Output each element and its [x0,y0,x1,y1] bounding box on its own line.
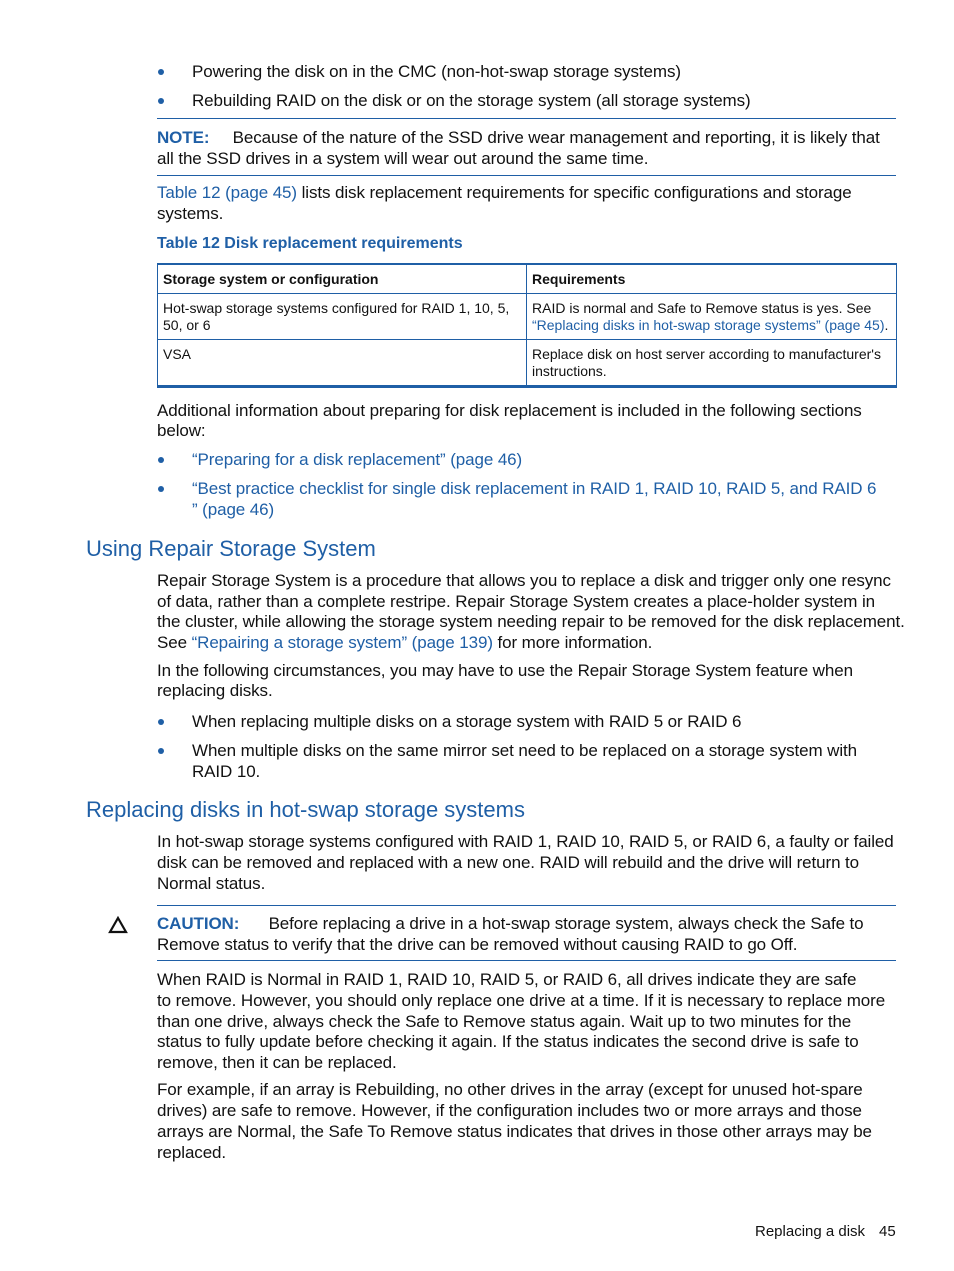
best-practice-link-line-1[interactable]: “Best practice checklist for single disk replacement in RAID 1, RAID 10, RAID 5, and RAID 6 [192,479,877,498]
table-ref-line-1 [157,182,852,203]
paragraph-line [157,632,652,653]
table-header-row [158,264,897,294]
text: See [157,633,192,652]
caution-top-rule [157,905,896,906]
cell-text: . [884,317,889,333]
bullet-marker [157,450,167,460]
table-caption: Table 12 Disk replacement requirements [157,235,463,252]
repair-bullet-2-cont: RAID 10. [192,762,261,781]
cell-text: Hot-swap storage systems configured for RAID 1, 10, 5, [163,300,510,316]
intro-bullet-2: Rebuilding RAID on the disk or on the storage system (all storage systems) [192,91,751,110]
cell-text: instructions. [532,363,607,379]
caution-line-2: Remove status to verify that the drive can be removed without causing RAID to go Off. [157,935,798,954]
footer-page-number: 45 [879,1223,896,1240]
preparing-link[interactable]: “Preparing for a disk replacement” (page 46) [192,450,523,469]
table-row [158,294,897,340]
table-row [158,340,897,387]
cell-text: 50, or 6 [163,317,211,333]
paragraph-line: disk can be removed and replaced with a new one. RAID will rebuild and the drive will return to [157,853,860,872]
table-ref-line-2: systems. [157,204,224,223]
bullet-marker [157,62,167,72]
additional-line-1: Additional information about preparing for disk replacement is included in the following sections [157,401,862,420]
cell-text: RAID is normal and Safe to Remove status is yes. See [532,300,872,316]
bullet-marker [157,712,167,722]
caution-label: CAUTION: [157,914,240,933]
caution-line-1 [157,913,864,934]
additional-line-2: below: [157,421,206,440]
repair-bullet-1: When replacing multiple disks on a storage system with RAID 5 or RAID 6 [192,712,742,731]
paragraph-line: replaced. [157,1143,227,1162]
paragraph-line: Normal status. [157,874,266,893]
paragraph-line: arrays are Normal, the Safe To Remove status indicates that drives in those other arrays may be [157,1122,872,1141]
paragraph-line: the cluster, while allowing the storage system needing repair to be removed for the disk replacement. [157,612,905,631]
table-header-requirements: Requirements [527,264,897,294]
paragraph-line: of data, rather than a complete restripe. Repair Storage System creates a place-holder system in [157,592,875,611]
warning-triangle-icon [108,916,128,934]
paragraph-line: In hot-swap storage systems configured with RAID 1, RAID 10, RAID 5, or RAID 6, a faulty or failed [157,832,894,851]
repairing-storage-link[interactable]: “Repairing a storage system” (page 139) [191,633,493,652]
note-bottom-rule [157,175,896,176]
paragraph-line: drives) are safe to remove. However, if the configuration includes two or more arrays and those [157,1101,862,1120]
paragraph-line: For example, if an array is Rebuilding, no other drives in the array (except for unused hot-spare [157,1080,863,1099]
note-line-2: all the SSD drives in a system will wear out around the same time. [157,149,649,168]
table-cell [158,294,527,340]
note-label: NOTE: [157,128,210,147]
table-cell: VSA [158,340,527,387]
bullet-marker [157,741,167,751]
note-line-1 [157,127,897,148]
caution-bottom-rule [157,960,896,961]
section-heading-repair: Using Repair Storage System [86,536,376,561]
table-ref-text: lists disk replacement requirements for specific configurations and storage [296,183,852,202]
replacing-disks-link[interactable]: “Replacing disks in hot-swap storage systems” (page 45) [532,317,885,333]
text: for more information. [492,633,653,652]
repair-bullet-2: When multiple disks on the same mirror set need to be replaced on a storage system with [192,741,858,760]
cell-text: Replace disk on host server according to manufacturer's [532,346,881,362]
paragraph-line: than one drive, always check the Safe to Remove status again. Wait up to two minutes for the [157,1012,852,1031]
disk-replacement-table [157,263,897,388]
table-cell [527,294,897,340]
footer-section-title: Replacing a disk [755,1223,866,1240]
best-practice-link-line-2[interactable]: ” (page 46) [192,500,275,519]
bullet-marker [157,479,167,489]
table-header-config: Storage system or configuration [158,264,527,294]
table-12-link[interactable]: Table 12 (page 45) [157,183,297,202]
paragraph-line: status to fully update before checking it again. If the status indicates the second drive is safe to [157,1032,859,1051]
note-text-1: Because of the nature of the SSD drive wear management and reporting, it is likely that [232,128,880,147]
paragraph-line: replacing disks. [157,681,273,700]
paragraph-line: When RAID is Normal in RAID 1, RAID 10, RAID 5, or RAID 6, all drives indicate they are safe [157,970,857,989]
bullet-marker [157,91,167,101]
caution-text-1: Before replacing a drive in a hot-swap storage system, always check the Safe to [268,914,864,933]
paragraph-line: remove, then it can be replaced. [157,1053,397,1072]
table-cell [527,340,897,387]
section-heading-hot-swap: Replacing disks in hot-swap storage systems [86,797,525,822]
paragraph-line: Repair Storage System is a procedure that allows you to replace a disk and trigger only one resync [157,571,891,590]
note-top-rule [157,118,896,119]
paragraph-line: to remove. However, you should only replace one drive at a time. If it is necessary to replace more [157,991,886,1010]
paragraph-line: In the following circumstances, you may have to use the Repair Storage System feature when [157,661,853,680]
intro-bullet-1: Powering the disk on in the CMC (non-hot-swap storage systems) [192,62,681,81]
